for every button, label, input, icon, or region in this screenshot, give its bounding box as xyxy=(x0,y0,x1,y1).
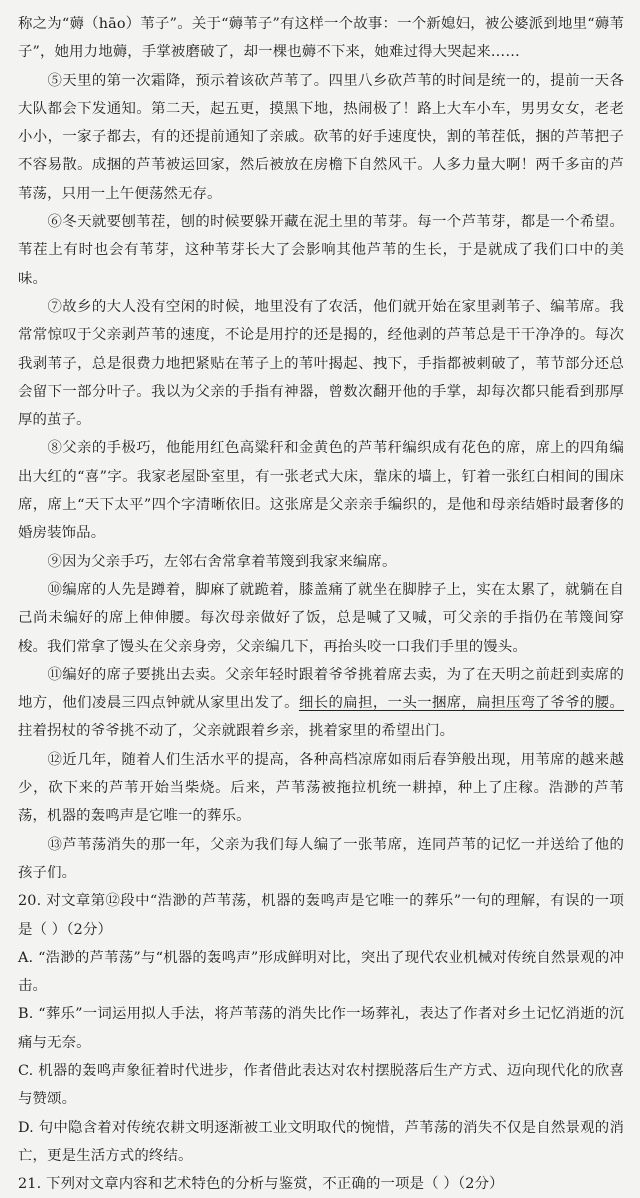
passage-paragraph-10: ⑩编席的人先是蹲着，脚麻了就跪着，膝盖痛了就坐在脚脖子上，实在太累了，就躺在自己尚未编好的席上伸伸腰。每次母亲做好了饭，总是喊了又喊，可父亲的手指仍在苇篾间穿梭。我们常拿了馒头在父亲身旁，父亲编几下，再抬头咬一口我们手里的馒头。 xyxy=(18,581,624,655)
passage-paragraph-8: ⑧父亲的手极巧，他能用红色高粱秆和金黄色的芦苇秆编织成有花色的席，席上的四角编出大红的“喜”字。我家老屋卧室里，有一张老式大床，靠床的墙上，钉着一张红白相间的围床席，席上“天下太平”四个字清晰依旧。这张席是父亲亲手编织的，是他和母亲结婚时最奢侈的婚房装饰品。 xyxy=(18,440,624,542)
passage-paragraph-6: ⑥冬天就要刨苇茬，刨的时候要躲开藏在泥土里的苇芽。每一个芦苇芽，都是一个希望。苇茬上有时也会有苇芽，这种苇芽长大了会影响其他芦苇的生长，于是就成了我们口中的美味。 xyxy=(18,214,624,287)
paragraph-11-end: 拄着拐杖的爷爷挑不动了，父亲就跟着乡亲，挑着家里的希望出门。 xyxy=(18,723,455,740)
question-20-stem: 20. 对文章第⑫段中“浩渺的芦苇荡，机器的轰鸣声是它唯一的葬乐”一句的理解，有误的一项是（ ）（2分） xyxy=(18,893,624,938)
question-20-option-d: D. 句中隐含着对传统农耕文明逐渐被工业文明取代的惋惜，芦苇荡的消失不仅是自然景观的消亡，更是生活方式的终结。 xyxy=(18,1119,624,1164)
question-20-option-b: B. “葬乐”一词运用拟人手法，将芦苇荡的消失比作一场葬礼，表达了作者对乡土记忆消逝的沉痛与无奈。 xyxy=(18,1006,624,1051)
question-21-stem: 21. 下列对文章内容和艺术特色的分析与鉴赏，不正确的一项是（ ）（2分） xyxy=(18,1176,504,1193)
passage-paragraph-13: ⑬芦苇荡消失的那一年，父亲为我们每人编了一张苇席，连同芦苇的记忆一并送给了他的孩子们。 xyxy=(18,836,624,881)
passage-paragraph-9: ⑨因为父亲手巧，左邻右舍常拿着苇篾到我家来编席。 xyxy=(47,553,397,570)
underlined-sentence: 细长的扁担，一头一捆席，扁担压弯了爷爷的腰。 xyxy=(298,695,624,712)
passage-paragraph-5: ⑤天里的第一次霜降，预示着该砍芦苇了。四里八乡砍芦苇的时间是统一的，提前一天各大队都会下发通知。第二天，起五更，摸黑下地，热闹极了！路上大车小车，男男女女，老老小小，一家子都去，有的还提前通知了亲戚。砍苇的好手速度快，割的苇茬低，捆的芦苇把子不容易散。成捆的芦苇被运回家，然后被放在房檐下自然风干。人多力量大啊！两千多亩的芦苇荡，只用一上午便荡然无存。 xyxy=(18,72,624,202)
passage-paragraph-7: ⑦故乡的大人没有空闲的时候，地里没有了农活，他们就开始在家里剥苇子、编苇席。我常常惊叹于父亲剥芦苇的速度，不论是用拧的还是揭的，经他剥的芦苇总是干干净净的。每次我剥苇子，总是很费力地把紧贴在苇子上的苇叶揭起、拽下，手指都被刺破了，苇节部分还总会留下一部分叶子。我以为父亲的手指有神器，曾数次翻开他的手掌，却每次都只能看到那厚厚的茧子。 xyxy=(18,298,624,429)
passage-paragraph-intro: 称之为“薅（hāo）苇子”。关于“薅苇子”有这样一个故事：一个新媳妇，被公婆派到地里“薅苇子”，她用力地薅，手掌被磨破了，却一棵也薅不下来，她难过得大哭起来…… xyxy=(18,16,624,61)
passage-paragraph-11 xyxy=(18,661,624,746)
question-20-option-c: C. 机器的轰鸣声象征着时代进步，作者借此表达对农村摆脱落后生产方式、迈向现代化的欣喜与赞颂。 xyxy=(18,1062,624,1108)
question-20-option-a: A. “浩渺的芦苇荡”与“机器的轰鸣声”形成鲜明对比，突出了现代农业机械对传统自然景观的冲击。 xyxy=(18,949,624,995)
paragraph-11-start: ⑪编好的席子要挑出去卖。父亲年轻时跟着爷爷挑着席去卖，为了在天明之前赶到卖席的地方，他们凌晨三四点钟就从家里出发了。 xyxy=(18,666,624,712)
passage-paragraph-12: ⑫近几年，随着人们生活水平的提高，各种高档凉席如雨后春笋般出现，用苇席的越来越少，砍下来的芦苇开始当柴烧。后来，芦苇荡被拖拉机统一耕掉，种上了庄稼。浩渺的芦苇荡，机器的轰鸣声是它唯一的葬乐。 xyxy=(18,751,624,825)
